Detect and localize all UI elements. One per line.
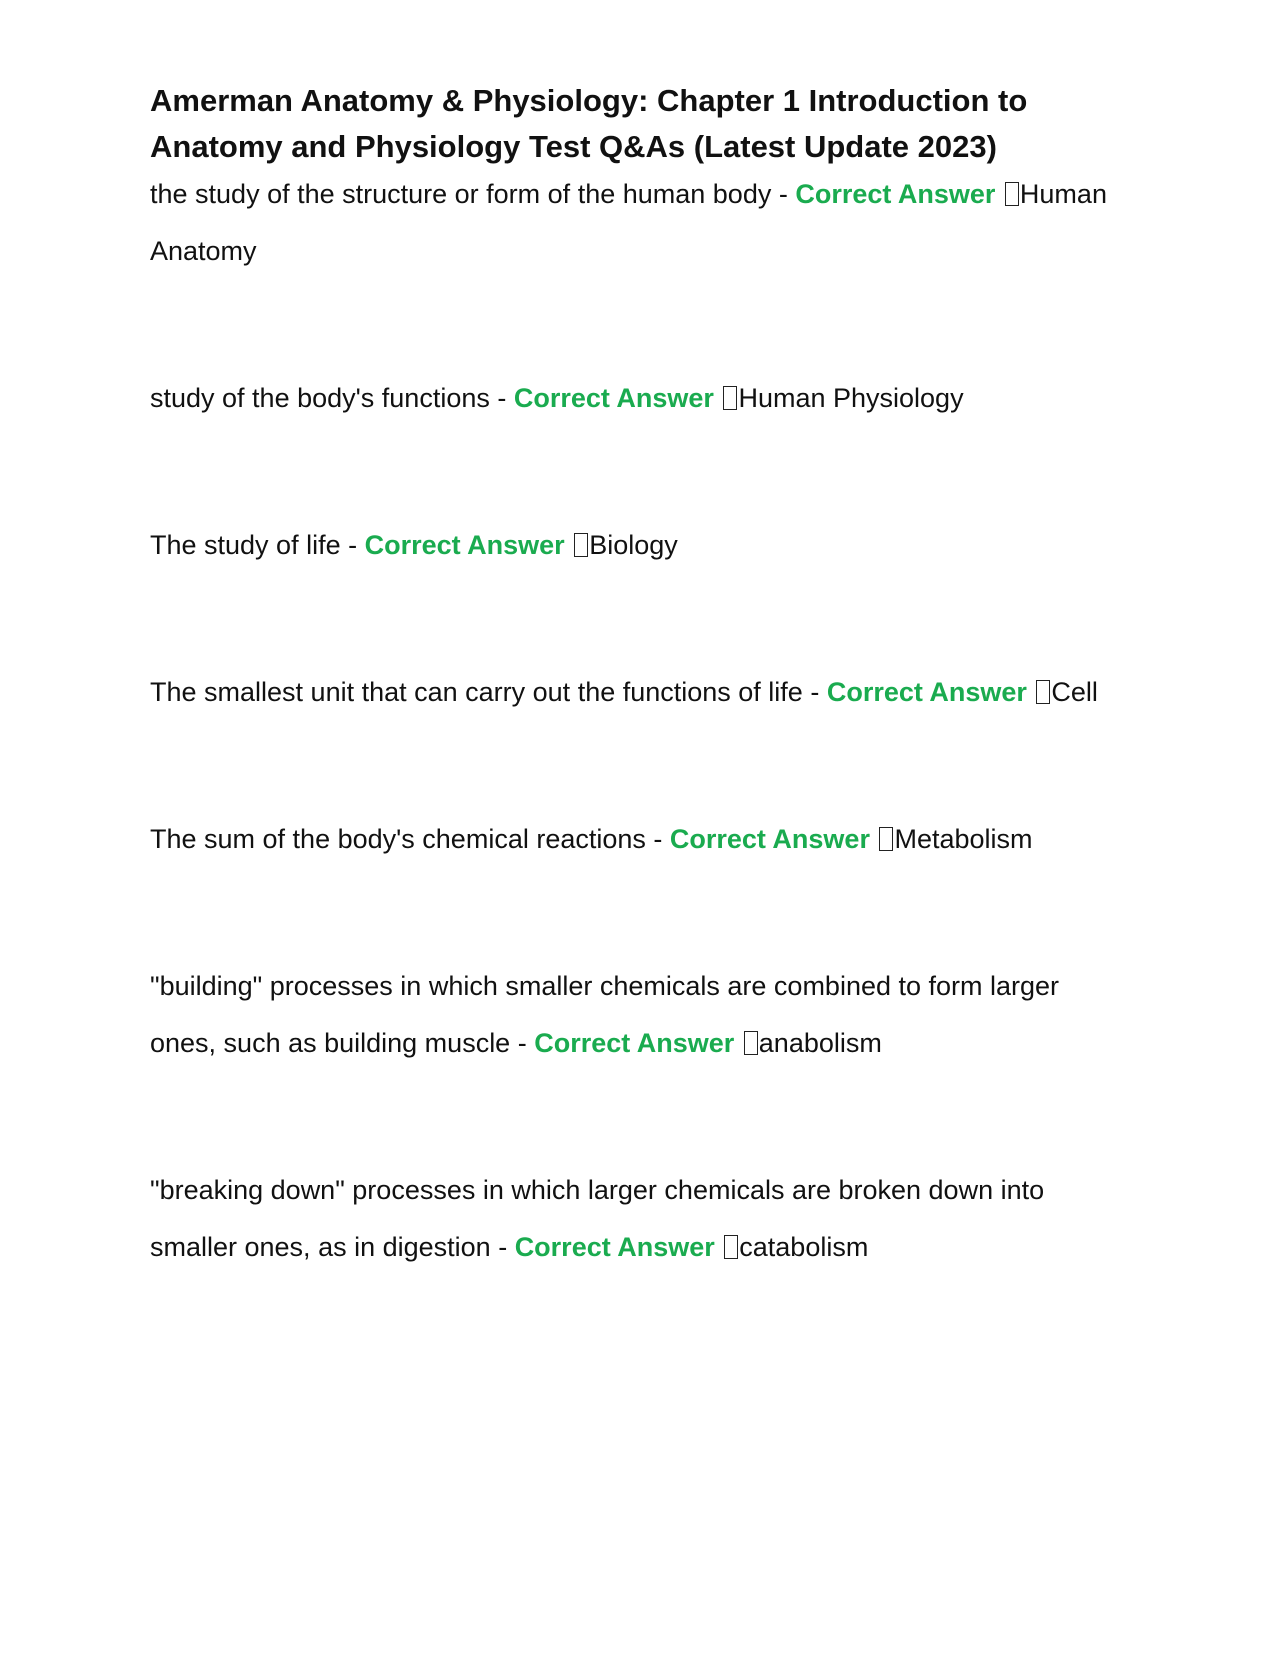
missing-glyph-box-icon: [574, 533, 588, 557]
separator: -: [510, 1028, 535, 1058]
qa-item: [150, 664, 1130, 721]
question-text: "building" processes in which smaller chemicals are combined to form larger ones, such as building muscle: [150, 971, 1060, 1058]
correct-answer-label: Correct Answer: [364, 530, 565, 560]
correct-answer-label: Correct Answer: [826, 677, 1027, 707]
answer-text: Human Physiology: [738, 383, 964, 413]
missing-glyph-box-icon: [1005, 182, 1019, 206]
missing-glyph-box-icon: [744, 1031, 758, 1055]
correct-answer-label: Correct Answer: [669, 824, 870, 854]
answer-text: Metabolism: [894, 824, 1033, 854]
separator: -: [802, 677, 827, 707]
separator: -: [340, 530, 365, 560]
document-title: Amerman Anatomy & Physiology: Chapter 1 Introduction to Anatomy and Physiology Test Q&As (Latest Update 2023): [150, 83, 1028, 164]
correct-answer-label: Correct Answer: [514, 1232, 715, 1262]
question-text: The sum of the body's chemical reactions: [150, 824, 646, 854]
missing-glyph-box-icon: [723, 386, 737, 410]
qa-item: [150, 370, 1130, 427]
qa-item: [150, 517, 1130, 574]
answer-text: Human Anatomy: [150, 179, 1107, 266]
qa-item: [150, 166, 1130, 280]
separator: -: [489, 383, 514, 413]
question-text: study of the body's functions: [150, 383, 490, 413]
answer-text: Cell: [1051, 677, 1098, 707]
correct-answer-label: Correct Answer: [513, 383, 714, 413]
question-text: The smallest unit that can carry out the functions of life: [150, 677, 803, 707]
correct-answer-label: Correct Answer: [534, 1028, 735, 1058]
separator: -: [645, 824, 670, 854]
qa-item: [150, 1162, 1130, 1276]
question-text: "breaking down" processes in which larger chemicals are broken down into smaller ones, as in digestion: [150, 1175, 1045, 1262]
question-text: The study of life: [150, 530, 341, 560]
answer-text: anabolism: [758, 1028, 882, 1058]
separator: -: [771, 179, 796, 209]
missing-glyph-box-icon: [879, 827, 893, 851]
question-text: the study of the structure or form of the human body: [150, 179, 772, 209]
answer-text: catabolism: [739, 1232, 869, 1262]
missing-glyph-box-icon: [724, 1235, 738, 1259]
missing-glyph-box-icon: [1036, 680, 1050, 704]
correct-answer-label: Correct Answer: [795, 179, 996, 209]
separator: -: [490, 1232, 515, 1262]
qa-item: [150, 958, 1130, 1072]
document-body: [150, 78, 1130, 1366]
answer-text: Biology: [589, 530, 678, 560]
qa-item: [150, 811, 1130, 868]
